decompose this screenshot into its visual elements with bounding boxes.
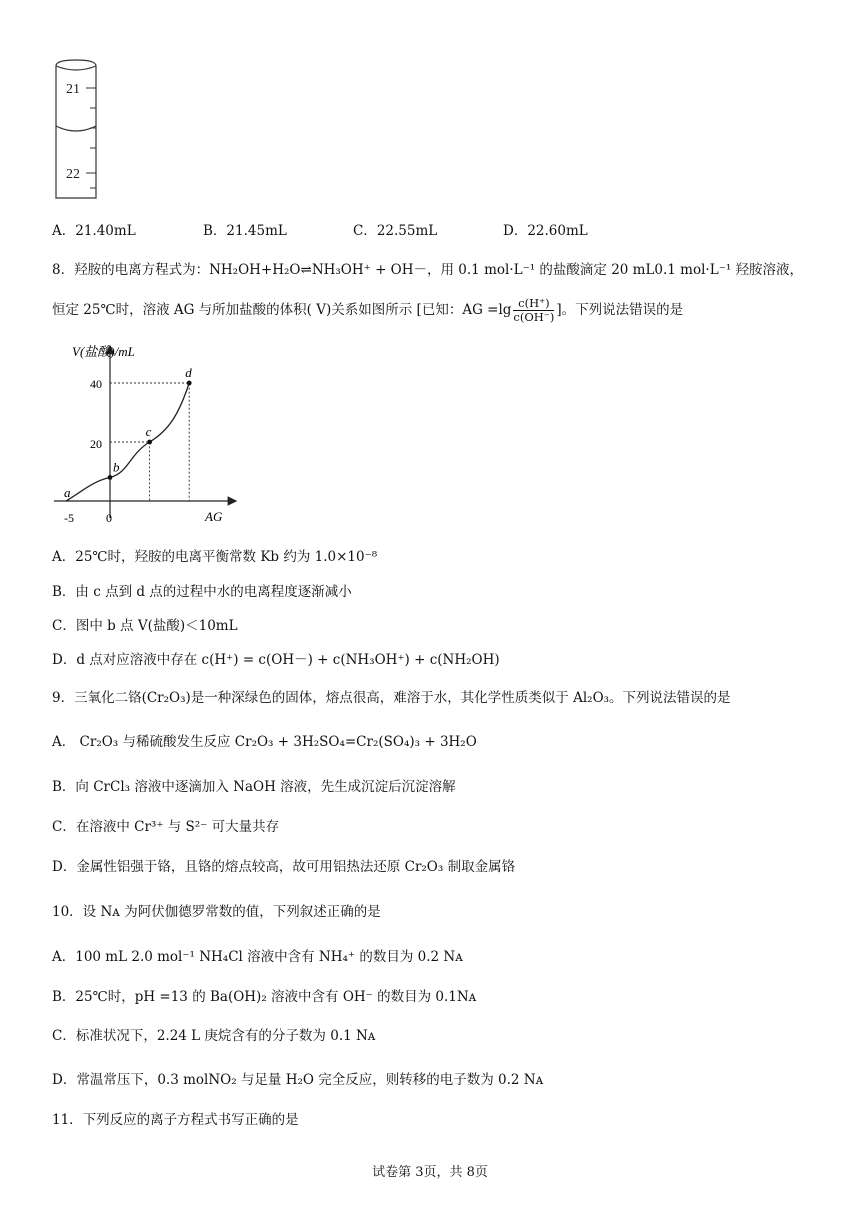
- q8-stem-line2-pre: 恒定 25℃时，溶液 AG 与所加盐酸的体积( V)关系如图所示 [已知：AG =lg: [52, 302, 512, 318]
- q7-option-c: C．22.55mL: [353, 223, 438, 239]
- q10-option-c: C．标准状况下，2.24 L 庚烷含有的分子数为 0.1 Nᴀ: [52, 1028, 376, 1044]
- cylinder-mark-22: 22: [66, 167, 80, 182]
- q8-eq-lhs: NH₂OH+H₂O: [209, 262, 301, 278]
- point-label-a: a: [64, 485, 71, 500]
- ag-fraction: [513, 297, 554, 324]
- q8-stem-line1: [52, 258, 803, 278]
- q7-option-b: B．21.45mL: [203, 223, 287, 239]
- q9-option-d: D．金属性铝强于铬，且铬的熔点较高，故可用铝热法还原 Cr₂O₃ 制取金属铬: [52, 859, 516, 875]
- q10-option-b: B．25℃时，pH =13 的 Ba(OH)₂ 溶液中含有 OH⁻ 的数目为 0.1Nᴀ: [52, 989, 477, 1005]
- ag-fraction-numerator: c(H⁺): [513, 297, 554, 311]
- y-axis-label: V(盐酸)/mL: [72, 344, 135, 359]
- q7-option-d: D．22.60mL: [503, 223, 588, 239]
- q8-eq-arrow: ⇌: [300, 262, 312, 278]
- y-tick-label-20: 20: [90, 437, 102, 451]
- point-c: [147, 440, 152, 445]
- q8-stem-mid: ，用 0.1 mol·L⁻¹ 的盐酸滴定 20 mL0.1 mol·L⁻¹ 羟胺溶液，: [427, 262, 804, 278]
- q8-eq-rhs: NH₃OH⁺ + OH－: [311, 262, 428, 278]
- y-tick-label-40: 40: [90, 377, 102, 391]
- page-footer: 试卷第 3页，共 8页: [372, 1165, 488, 1180]
- cylinder-mark-21: 21: [66, 82, 80, 97]
- q8-option-d: D．d 点对应溶液中存在 c(H⁺) = c(OH－) + c(NH₃OH⁺) + c(NH₂OH): [52, 652, 500, 668]
- x-axis-label: AG: [205, 509, 223, 524]
- ag-fraction-denominator: c(OH⁻): [513, 310, 555, 324]
- q7-option-a: A．21.40mL: [52, 223, 136, 239]
- q8-stem-line2-post: ]。下列说法错误的是: [556, 302, 684, 318]
- x-tick-label-0: 0: [106, 511, 112, 525]
- q9-option-c: C．在溶液中 Cr³⁺ 与 S²⁻ 可大量共存: [52, 819, 280, 835]
- q10-stem: 10．设 Nᴀ 为阿伏伽德罗常数的值，下列叙述正确的是: [52, 904, 381, 920]
- q8-option-b: B．由 c 点到 d 点的过程中水的电离程度逐渐减小: [52, 584, 352, 600]
- point-label-c: c: [145, 424, 152, 439]
- q10-option-a: A．100 mL 2.0 mol⁻¹ NH₄Cl 溶液中含有 NH₄⁺ 的数目为 0.2 Nᴀ: [52, 949, 463, 965]
- x-tick-label-neg5: -5: [64, 511, 74, 525]
- q10-option-d: D．常温常压下，0.3 molNO₂ 与足量 H₂O 完全反应，则转移的电子数为 0.2 Nᴀ: [52, 1072, 544, 1088]
- point-d: [187, 381, 192, 386]
- q8-option-a: A．25℃时，羟胺的电离平衡常数 Kb 约为 1.0×10⁻⁸: [52, 549, 378, 565]
- q8-option-c: C．图中 b 点 V(盐酸)＜10mL: [52, 618, 238, 634]
- q8-stem-line2: [52, 297, 683, 324]
- q9-option-a: A． Cr₂O₃ 与稀硫酸发生反应 Cr₂O₃ + 3H₂SO₄=Cr₂(SO₄)₃ + 3H₂O: [52, 734, 477, 750]
- q9-stem: 9．三氧化二铬(Cr₂O₃)是一种深绿色的固体，熔点很高，难溶于水，其化学性质类似于 Al₂O₃。下列说法错误的是: [52, 690, 731, 706]
- q9-option-b: B．向 CrCl₃ 溶液中逐滴加入 NaOH 溶液，先生成沉淀后沉淀溶解: [52, 779, 456, 795]
- point-b: [108, 475, 113, 480]
- q8-prefix: 8．羟胺的电离方程式为：: [52, 262, 210, 278]
- point-label-b: b: [113, 459, 120, 475]
- point-label-d: d: [185, 365, 192, 380]
- q11-stem: 11．下列反应的离子方程式书写正确的是: [52, 1112, 299, 1128]
- graduated-cylinder-figure: [48, 58, 128, 203]
- q8-chart: [50, 340, 250, 528]
